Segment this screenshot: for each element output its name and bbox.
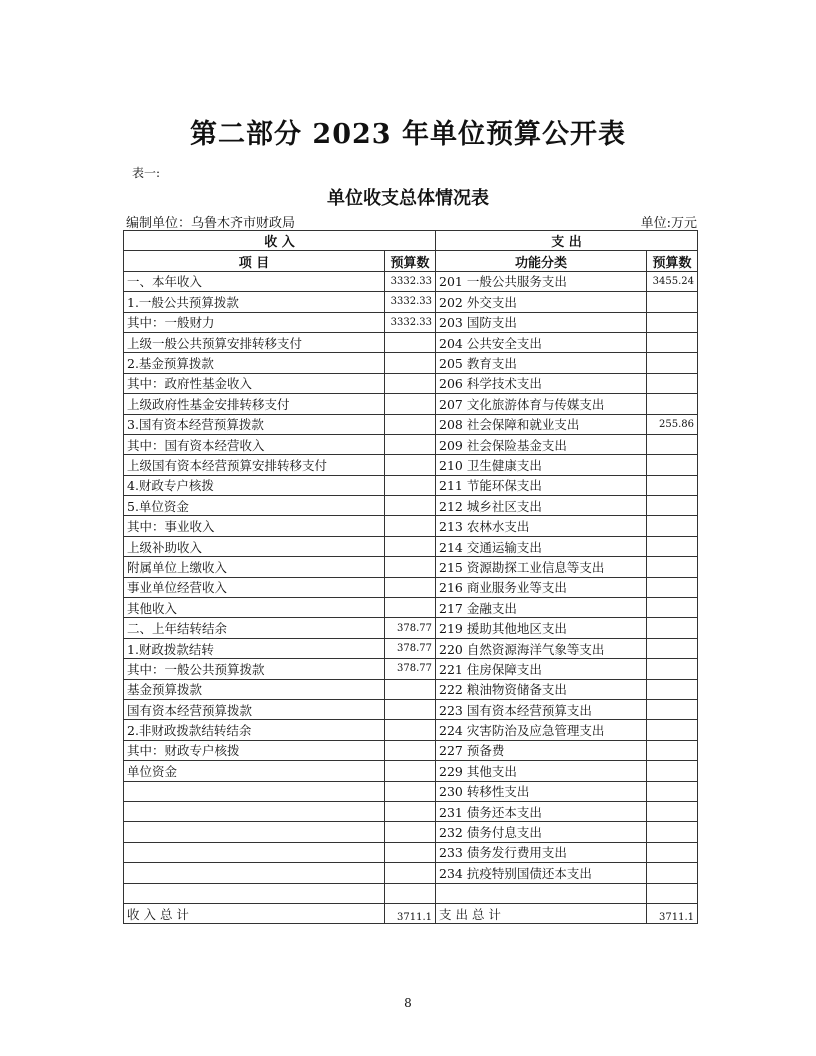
expense-item-cell: 216 商业服务业等支出 [436, 577, 647, 597]
expense-item-cell: 205 教育支出 [436, 353, 647, 373]
expense-header: 支 出 [436, 231, 698, 251]
income-item-cell [124, 781, 385, 801]
income-item-cell: 一、本年收入 [124, 271, 385, 291]
expense-item-cell: 213 农林水支出 [436, 516, 647, 536]
table-row [124, 414, 698, 434]
table-row [124, 455, 698, 475]
table-row [124, 577, 698, 597]
table-row [124, 271, 698, 291]
income-item-cell: 单位资金 [124, 761, 385, 781]
income-item-cell: 上级政府性基金安排转移支付 [124, 394, 385, 414]
expense-value-cell [647, 496, 698, 516]
table-row [124, 863, 698, 883]
income-item-cell: 1.一般公共预算拨款 [124, 292, 385, 312]
compiling-unit: 编制单位：乌鲁木齐市财政局 [126, 216, 296, 231]
expense-value-cell [647, 801, 698, 821]
table-row [124, 353, 698, 373]
income-value-cell [385, 332, 436, 352]
expense-value-cell [647, 516, 698, 536]
table-row [124, 618, 698, 638]
expense-value-cell [647, 679, 698, 699]
page-number: 8 [404, 996, 412, 1010]
header-row-columns [124, 251, 698, 271]
expense-value-cell [647, 781, 698, 801]
income-value-cell: 378.77 [385, 618, 436, 638]
table-row [124, 699, 698, 719]
table-row [124, 781, 698, 801]
expense-value-cell [647, 822, 698, 842]
budget-table [123, 230, 698, 924]
income-value-cell [385, 740, 436, 760]
income-item-cell: 1.财政拨款结转 [124, 638, 385, 658]
income-value-cell [385, 781, 436, 801]
table-row [124, 475, 698, 495]
income-total-label: 收 入 总 计 [124, 903, 385, 923]
income-item-cell: 上级一般公共预算安排转移支付 [124, 332, 385, 352]
expense-value-cell [647, 598, 698, 618]
expense-item-cell [436, 883, 647, 903]
income-item-cell: 其他收入 [124, 598, 385, 618]
expense-value-cell [647, 557, 698, 577]
expense-item-cell: 220 自然资源海洋气象等支出 [436, 638, 647, 658]
table-row [124, 598, 698, 618]
table-row [124, 332, 698, 352]
expense-item-cell: 206 科学技术支出 [436, 373, 647, 393]
expense-value-cell [647, 455, 698, 475]
income-value-cell: 3332.33 [385, 312, 436, 332]
expense-item-cell: 232 债务付息支出 [436, 822, 647, 842]
table-row [124, 659, 698, 679]
expense-value-cell [647, 618, 698, 638]
expense-value-cell [647, 740, 698, 760]
expense-value-cell [647, 659, 698, 679]
income-value-cell [385, 496, 436, 516]
income-value-cell [385, 842, 436, 862]
page-title: 第二部分 2023 年单位预算公开表 [190, 119, 626, 150]
expense-value-cell [647, 312, 698, 332]
table-row [124, 434, 698, 454]
expense-item-cell: 211 节能环保支出 [436, 475, 647, 495]
table-row [124, 679, 698, 699]
expense-value-cell [647, 883, 698, 903]
table-row [124, 536, 698, 556]
income-value-cell: 378.77 [385, 659, 436, 679]
income-value-cell [385, 822, 436, 842]
table-row [124, 638, 698, 658]
income-value-cell [385, 434, 436, 454]
expense-item-cell: 210 卫生健康支出 [436, 455, 647, 475]
expense-item-cell: 223 国有资本经营预算支出 [436, 699, 647, 719]
income-item-cell: 3.国有资本经营预算拨款 [124, 414, 385, 434]
income-item-cell: 事业单位经营收入 [124, 577, 385, 597]
item-column-header: 项 目 [124, 251, 385, 271]
income-total-value: 3711.1 [385, 903, 436, 923]
expense-value-cell [647, 699, 698, 719]
expense-item-cell: 208 社会保障和就业支出 [436, 414, 647, 434]
category-column-header: 功能分类 [436, 251, 647, 271]
expense-value-cell: 255.86 [647, 414, 698, 434]
expense-item-cell: 224 灾害防治及应急管理支出 [436, 720, 647, 740]
income-value-cell [385, 516, 436, 536]
expense-value-cell [647, 434, 698, 454]
expense-item-cell: 231 债务还本支出 [436, 801, 647, 821]
expense-item-cell: 229 其他支出 [436, 761, 647, 781]
income-item-cell [124, 883, 385, 903]
income-value-cell: 3332.33 [385, 271, 436, 291]
income-item-cell [124, 863, 385, 883]
income-budget-column-header: 预算数 [385, 251, 436, 271]
table-row [124, 740, 698, 760]
income-item-cell: 2.非财政拨款结转结余 [124, 720, 385, 740]
income-value-cell [385, 536, 436, 556]
income-item-cell: 附属单位上缴收入 [124, 557, 385, 577]
income-item-cell: 4.财政专户核拨 [124, 475, 385, 495]
currency-unit: 单位:万元 [640, 216, 697, 231]
income-value-cell [385, 475, 436, 495]
income-item-cell: 5.单位资金 [124, 496, 385, 516]
income-item-cell: 其中：政府性基金收入 [124, 373, 385, 393]
total-row [124, 903, 698, 923]
income-value-cell [385, 394, 436, 414]
income-item-cell: 其中：事业收入 [124, 516, 385, 536]
expense-value-cell: 3455.24 [647, 271, 698, 291]
expense-value-cell [647, 720, 698, 740]
income-value-cell [385, 373, 436, 393]
table-row [124, 883, 698, 903]
expense-value-cell [647, 373, 698, 393]
table-row [124, 720, 698, 740]
expense-item-cell: 203 国防支出 [436, 312, 647, 332]
income-value-cell [385, 801, 436, 821]
income-item-cell: 上级国有资本经营预算安排转移支付 [124, 455, 385, 475]
header-row-group [124, 231, 698, 251]
table-row [124, 557, 698, 577]
income-value-cell [385, 679, 436, 699]
income-value-cell [385, 863, 436, 883]
income-value-cell [385, 598, 436, 618]
income-value-cell [385, 557, 436, 577]
table-row [124, 292, 698, 312]
expense-value-cell [647, 761, 698, 781]
expense-total-label: 支 出 总 计 [436, 903, 647, 923]
income-item-cell: 上级补助收入 [124, 536, 385, 556]
expense-value-cell [647, 536, 698, 556]
expense-value-cell [647, 394, 698, 414]
expense-item-cell: 212 城乡社区支出 [436, 496, 647, 516]
expense-item-cell: 202 外交支出 [436, 292, 647, 312]
income-item-cell [124, 801, 385, 821]
income-item-cell: 2.基金预算拨款 [124, 353, 385, 373]
income-item-cell [124, 842, 385, 862]
expense-item-cell: 221 住房保障支出 [436, 659, 647, 679]
income-value-cell: 3332.33 [385, 292, 436, 312]
table-row [124, 801, 698, 821]
income-item-cell: 基金预算拨款 [124, 679, 385, 699]
table-number: 表一: [132, 166, 161, 180]
income-item-cell: 国有资本经营预算拨款 [124, 699, 385, 719]
expense-item-cell: 217 金融支出 [436, 598, 647, 618]
income-item-cell: 二、上年结转结余 [124, 618, 385, 638]
income-value-cell: 378.77 [385, 638, 436, 658]
expense-item-cell: 227 预备费 [436, 740, 647, 760]
expense-value-cell [647, 332, 698, 352]
expense-item-cell: 214 交通运输支出 [436, 536, 647, 556]
income-value-cell [385, 883, 436, 903]
income-item-cell [124, 822, 385, 842]
expense-total-value: 3711.1 [647, 903, 698, 923]
table-row [124, 394, 698, 414]
expense-value-cell [647, 577, 698, 597]
expense-value-cell [647, 638, 698, 658]
table-row [124, 842, 698, 862]
expense-item-cell: 233 债务发行费用支出 [436, 842, 647, 862]
table-row [124, 822, 698, 842]
income-value-cell [385, 414, 436, 434]
table-row [124, 312, 698, 332]
expense-value-cell [647, 353, 698, 373]
expense-item-cell: 215 资源勘探工业信息等支出 [436, 557, 647, 577]
expense-item-cell: 209 社会保险基金支出 [436, 434, 647, 454]
expense-value-cell [647, 292, 698, 312]
expense-item-cell: 234 抗疫特别国债还本支出 [436, 863, 647, 883]
expense-item-cell: 222 粮油物资储备支出 [436, 679, 647, 699]
expense-item-cell: 219 援助其他地区支出 [436, 618, 647, 638]
income-value-cell [385, 353, 436, 373]
income-item-cell: 其中：一般财力 [124, 312, 385, 332]
income-value-cell [385, 699, 436, 719]
expense-item-cell: 201 一般公共服务支出 [436, 271, 647, 291]
income-value-cell [385, 720, 436, 740]
table-row [124, 516, 698, 536]
table-row [124, 373, 698, 393]
expense-item-cell: 207 文化旅游体育与传媒支出 [436, 394, 647, 414]
table-row [124, 761, 698, 781]
income-item-cell: 其中：财政专户核拨 [124, 740, 385, 760]
income-value-cell [385, 761, 436, 781]
income-header: 收 入 [124, 231, 436, 251]
expense-budget-column-header: 预算数 [647, 251, 698, 271]
expense-value-cell [647, 842, 698, 862]
expense-item-cell: 230 转移性支出 [436, 781, 647, 801]
income-value-cell [385, 577, 436, 597]
expense-value-cell [647, 863, 698, 883]
table-row [124, 496, 698, 516]
expense-item-cell: 204 公共安全支出 [436, 332, 647, 352]
income-item-cell: 其中：一般公共预算拨款 [124, 659, 385, 679]
table-title: 单位收支总体情况表 [327, 188, 489, 209]
expense-value-cell [647, 475, 698, 495]
income-value-cell [385, 455, 436, 475]
income-item-cell: 其中：国有资本经营收入 [124, 434, 385, 454]
